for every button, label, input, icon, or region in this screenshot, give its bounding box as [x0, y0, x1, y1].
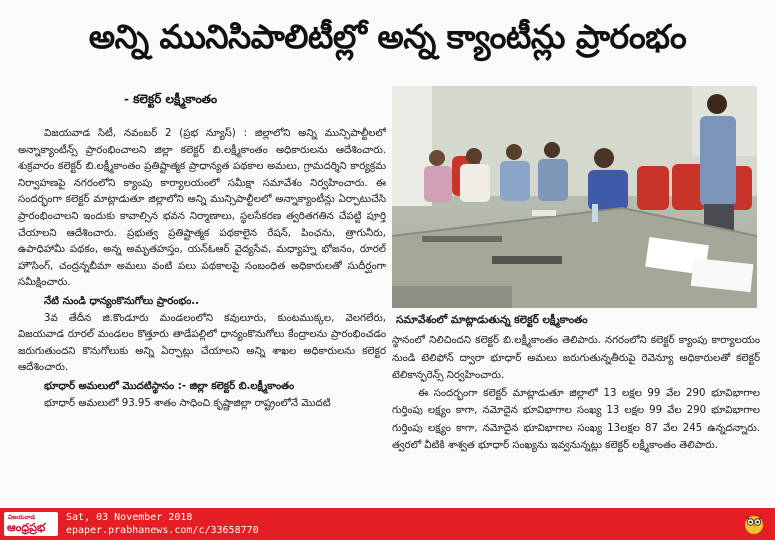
article-right-column [392, 332, 760, 502]
article-paragraph: విజయవాడ సిటీ, నవంబర్ 2 (ప్రభ న్యూస్) : జిల్లాలోని అన్ని మున్సిపాల్టీలలో అన్నాక్యాంటీన్స్ ప్రారంభించాలని జిల్లా కలెక్టర్ బి.లక్ష్మీకాంతం అధికారులను ఆదేశించారు. శుక్రవారం కలెక్టర్ బి.లక్ష్మీకాంతం ప్రతిష్టాత్మక ప్రాధాన్యత పథకాల అమలు, గ్రామదర్శిని కార్యక్రమ నిర్వాహణపై నగరంలోని క్యాంపు కార్యాలయంలో సమీక్షా సమావేశం నిర్వహించారు. ఈ సందర్భంగా కలెక్టర్ మాట్లాడుతూ జిల్లాలోని అన్ని మున్సిపాల్టీలలో అన్నాక్యాంటీన్లు ఏర్పాటుచేసి ప్రారంభించాలని ఇందుకు కావాల్సిన భవన నిర్మాణాలు, స్థలసేకరణ త్వరితగతిన చేపట్టి పూర్తి చేయాలని ఆదేశించారు. ప్రభుత్వ ప్రతిష్టాత్మక పథకాలైన రేషన్, పింఛను, త్రాగునీరు, ఉపాధిహామీ పథకం, అన్న అమృతహస్తం, యన్ఓఆర్ వైద్యసేవ, మధ్యాహ్న భోజనం, రూరల్ హౌసింగ్, చంద్రన్నబీమా అమలు వంటి పలు పథకాలపై సంబంధిత అధికారులతో సుదీర్ఘంగా సమీక్షించారు. [18, 128, 386, 289]
article-paragraph: 3వ తేదీన జి.కొండూరు మండలంలోని కవులూరు, కుంటముక్కల, వెలగలేరు, విజయవాడ రూరల్ మండలం కొత్తూరు తాడేపల్లిలో ధాన్యంకొనుగోలు కేంద్రాలను ప్రారంభించడం జరుగుతుందని కొనుగోలుకు అన్ని ఏర్పాట్లు చేయాలని అన్ని శాఖల అధికారులను కలెక్టర ఆదేశించారు. [18, 312, 386, 374]
meeting-photo [392, 86, 757, 308]
footer-info [66, 511, 466, 539]
article-subheading: భూధార్ అమలులో మొదటిస్థానం :- జిల్లా కలెక్టర్ బి.లక్ష్మీకాంతం [44, 380, 295, 392]
newspaper-logo[interactable] [4, 512, 58, 536]
article-paragraph: ఈ సందర్భంగా కలెక్టర్ మాట్లాడుతూ జిల్లాలో 13 లక్షల 99 వేల 290 భూవిభాగాల గుర్తింపు లక్ష్యం కాగా, నమోదైన భూవిభాగాల సంఖ్య 13 లక్షల 99 వేల 290 భూవిభాగాల గుర్తింపు లక్ష్యం కాగా, నమోదైన భూవిభాగాల సంఖ్య 13లక్షల 87 వేల 245 ఉన్నదన్నారు. త్వరలో వీటికి శాశ్వత భూధార్ సంఖ్యను ఇవ్వనున్నట్లు కలెక్టర్ లక్ష్మీకాంతం తెలిపారు. [392, 387, 760, 451]
owl-icon [742, 511, 766, 535]
logo-line2: ఆంధ్రప్రభ [7, 521, 46, 534]
footer-date: Sat, 03 November 2018 [66, 512, 193, 523]
article-left-column [18, 126, 386, 496]
article-paragraph: స్థానంలో నిలిచిందని కలెక్టర్ బి.లక్ష్మీకాంతం తెలిపారు. నగరంలోని కలెక్టర్ క్యాంపు కార్యాలయం నుండి టెలిఫోన్ ద్వారా భూధార్ అమలు జరుగుతున్నతీరుపై రెవెన్యూ అధికారులతో కలెక్టర్ టెలికాన్ఫరెన్స్ నిర్వహించారు. [392, 335, 760, 381]
photo-caption: సమావేశంలో మాట్లాడుతున్న కలెక్టర్ లక్ష్మీకాంతం [396, 314, 588, 326]
byline: - కలెక్టర్ లక్ష్మీకాంతం [124, 92, 218, 106]
headline: అన్ని మునిసిపాలిటీల్లో అన్న క్యాంటీన్లు ప్రారంభం [88, 17, 687, 56]
meeting-photo-illustration [392, 86, 757, 308]
article-paragraph: భూధార్ అమలులో 93.95 శాతం సాధించి కృష్ణాజిల్లా రాష్ట్రంలోనే మొదటి [44, 397, 331, 409]
footer-bar [0, 508, 775, 540]
footer-url[interactable]: epaper.prabhanews.com/c/33658770 [66, 525, 259, 536]
logo-line1: విజయవాడ [8, 514, 36, 521]
article-subheading: నేటి నుండి ధాన్యంకొనుగోలు ప్రారంభం.. [44, 295, 200, 307]
